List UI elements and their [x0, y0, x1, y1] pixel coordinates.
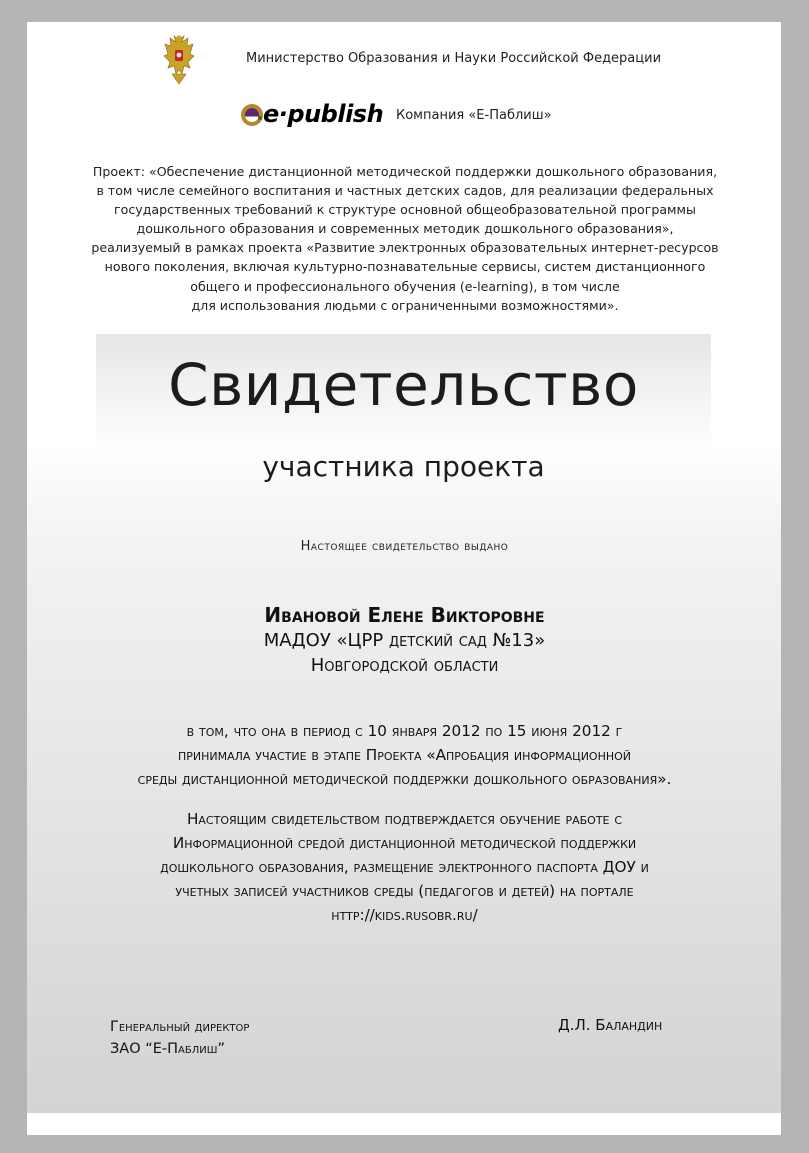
- organization-name: МАДОУ «ЦРР детский сад №13»: [263, 630, 546, 651]
- certificate-subtitle: участника проекта: [262, 450, 545, 483]
- project-description: [80, 162, 730, 315]
- paragraph-line: Информационной средой дистанционной методической поддержки: [172, 834, 637, 852]
- paragraph-line: учетных записей участников среды (педагогов и детей) на портале: [175, 882, 634, 900]
- bottom-margin: [27, 1113, 781, 1135]
- project-line: для использования людьми с ограниченными возможностями».: [191, 297, 619, 313]
- paragraph-line: в том, что она в период с 10 января 2012 по 15 июня 2012 г: [186, 722, 623, 740]
- company-name: Компания «Е-Паблиш»: [396, 108, 552, 123]
- paragraph-line: дошкольного образования, размещение электронного паспорта ДОУ и: [160, 858, 649, 876]
- logo-wordmark: e·publish: [263, 100, 384, 128]
- signatory-position: [110, 1016, 249, 1060]
- position-line: ЗАО “Е-Паблиш”: [110, 1041, 225, 1057]
- project-line: Проект: «Обеспечение дистанционной методической поддержки дошкольного образования,: [92, 164, 718, 179]
- issued-to-label: Настоящее свидетельство выдано: [300, 539, 509, 554]
- ministry-name: Министерство Образования и Науки Российской Федерации: [246, 51, 662, 66]
- project-line: государственных требований к структуре основной общеобразовательной программы: [114, 202, 696, 218]
- project-line: общего и профессионального обучения (e-learning), в том числе: [190, 278, 620, 294]
- portal-url: http://kids.rusobr.ru/: [331, 906, 478, 924]
- participation-paragraph: [40, 719, 769, 791]
- project-line: реализуемый в рамках проекта «Развитие электронных образовательных интернет-ресурсов: [91, 240, 719, 256]
- project-line: дошкольного образования и современных методик дошкольного образования»,: [136, 221, 674, 237]
- certificate-title: Свидетельство: [168, 351, 639, 419]
- paragraph-line: принимала участие в этапе Проекта «Апробация информационной: [177, 746, 632, 764]
- position-line: Генеральный директор: [110, 1019, 250, 1035]
- paragraph-line: Настоящим свидетельством подтверждается обучение работе с: [186, 810, 622, 828]
- project-line: в том числе семейного воспитания и частных детских садов, для реализации федеральных: [96, 183, 714, 199]
- region-name: Новгородской области: [310, 655, 499, 676]
- confirmation-paragraph: [40, 807, 769, 927]
- coat-of-arms-icon: [162, 34, 196, 86]
- project-line: нового поколения, включая культурно-познавательные сервисы, систем дистанционного: [104, 259, 706, 275]
- recipient-name: Ивановой Елене Викторовне: [264, 603, 545, 627]
- signatory-name: Д.Л. Баландин: [558, 1016, 663, 1034]
- paragraph-line: среды дистанционной методической поддержки дошкольного образования».: [137, 770, 672, 788]
